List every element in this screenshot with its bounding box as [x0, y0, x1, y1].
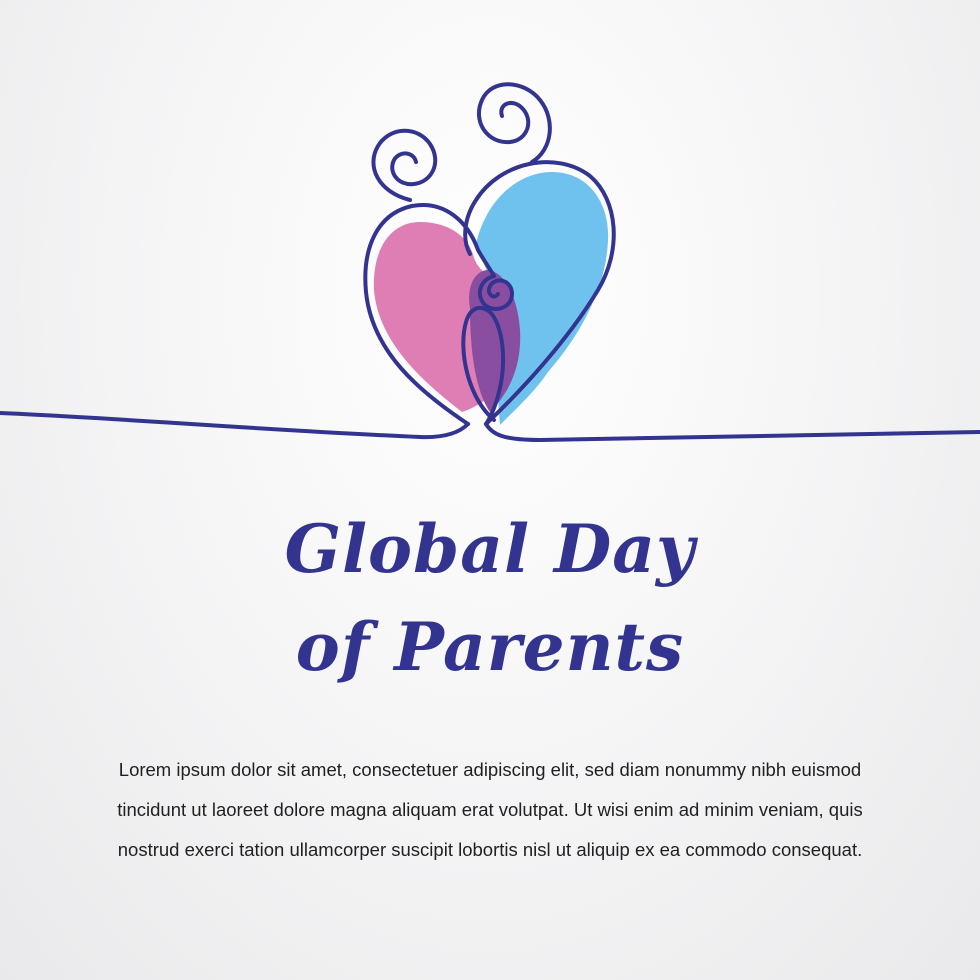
- horizon-line-left: [0, 413, 468, 437]
- body-paragraph: Lorem ipsum dolor sit amet, consectetuer adipiscing elit, sed diam nonummy nibh euismod tincidunt ut laoreet dolore magna aliquam erat volutpat. Ut wisi enim ad minim veniam, quis nostrud exerci tation ullamcorper suscipit lobortis nisl ut aliquip ex ea commodo consequat.: [117, 759, 863, 860]
- father-head-spiral: [479, 84, 550, 162]
- title-line-2: of Parents: [295, 608, 685, 686]
- mother-head-spiral: [373, 131, 435, 200]
- horizon-line-right: [486, 424, 980, 440]
- title-line-1: Global Day: [284, 510, 696, 588]
- parents-heart-illustration: [0, 0, 980, 470]
- page-title: [0, 500, 980, 696]
